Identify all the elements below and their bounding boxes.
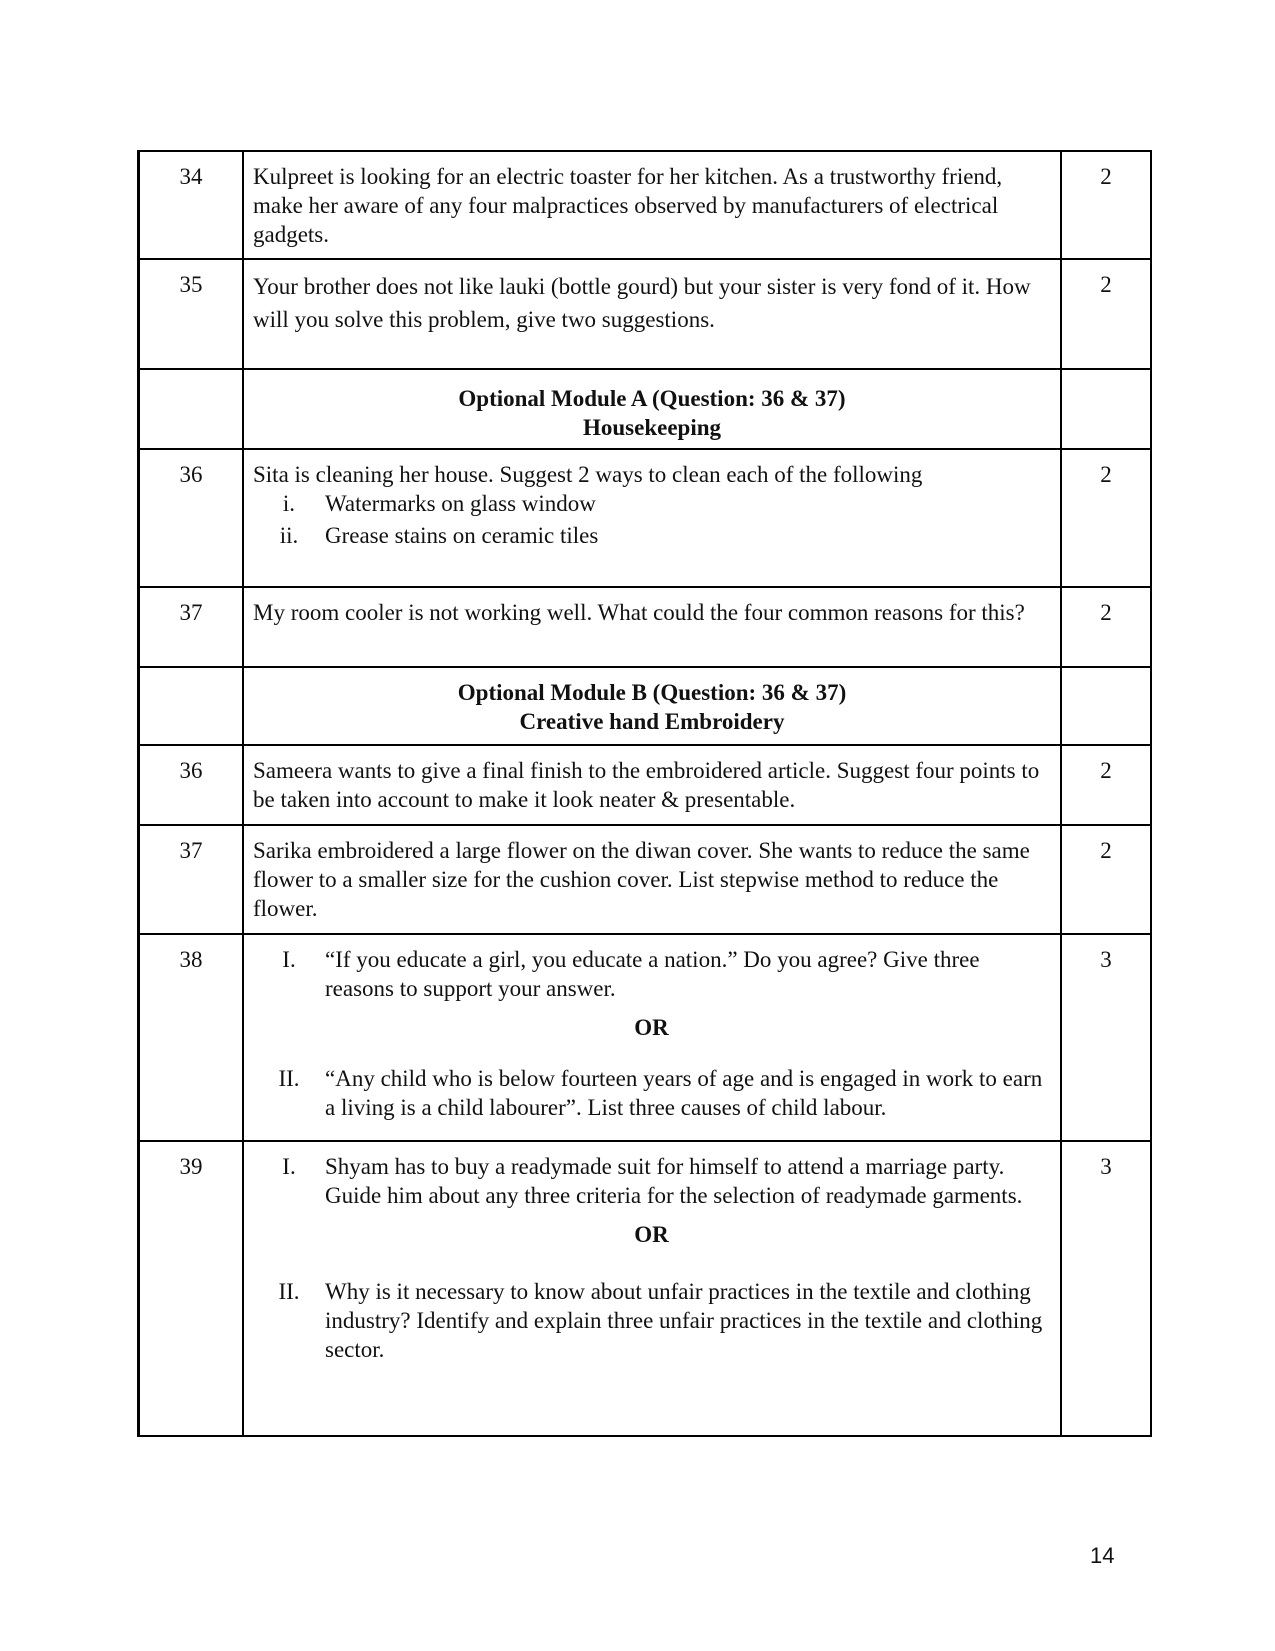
question-marks: 2 xyxy=(1061,825,1151,934)
question-text xyxy=(243,259,1061,369)
option-one xyxy=(253,945,1050,1003)
question-text: Sarika embroidered a large flower on the diwan cover. She wants to reduce the same flower to a smaller size for the cushion cover. List stepwise method to reduce the flower. xyxy=(243,825,1061,934)
sub-item xyxy=(253,489,1050,518)
option-one xyxy=(253,1152,1050,1210)
option-text: Why is it necessary to know about unfair practices in the textile and clothing industry? Identify and explain three unfair practices in the textile and clothing sector. xyxy=(325,1279,1043,1362)
question-marks: 2 xyxy=(1061,745,1151,825)
question-row-b37 xyxy=(139,825,1152,934)
question-row-35 xyxy=(139,259,1152,369)
question-number: 37 xyxy=(139,825,244,934)
module-b-subtitle: Creative hand Embroidery xyxy=(519,709,785,734)
question-marks: 3 xyxy=(1061,934,1151,1141)
question-text xyxy=(243,449,1061,587)
question-row-a36 xyxy=(139,449,1152,587)
empty-cell xyxy=(1061,369,1151,449)
question-marks: 2 xyxy=(1061,259,1151,369)
sub-item-number: ii. xyxy=(279,523,299,548)
question-text: My room cooler is not working well. What could the four common reasons for this? xyxy=(243,587,1061,667)
option-text: “If you educate a girl, you educate a nation.” Do you agree? Give three reasons to support your answer. xyxy=(325,947,980,1001)
option-number: II. xyxy=(278,1066,300,1091)
sub-item-text: Grease stains on ceramic tiles xyxy=(325,523,599,548)
option-two xyxy=(253,1064,1050,1122)
question-row-a37 xyxy=(139,587,1152,667)
empty-cell xyxy=(1061,667,1151,745)
question-number: 36 xyxy=(139,745,244,825)
empty-cell xyxy=(139,667,244,745)
question-number: 34 xyxy=(139,151,244,259)
option-number: I. xyxy=(282,947,296,972)
option-number: I. xyxy=(282,1154,296,1179)
question-text xyxy=(243,934,1061,1141)
option-two xyxy=(253,1277,1050,1364)
question-marks: 3 xyxy=(1061,1141,1151,1436)
question-number: 37 xyxy=(139,587,244,667)
module-b-heading xyxy=(243,667,1061,745)
question-marks: 2 xyxy=(1061,151,1151,259)
module-a-heading xyxy=(243,369,1061,449)
question-number: 35 xyxy=(139,259,244,369)
question-row-34 xyxy=(139,151,1152,259)
sub-item-text: Watermarks on glass window xyxy=(325,491,596,516)
question-marks: 2 xyxy=(1061,449,1151,587)
question-number: 38 xyxy=(139,934,244,1141)
question-number: 39 xyxy=(139,1141,244,1436)
module-b-title: Optional Module B (Question: 36 & 37) xyxy=(457,680,847,705)
option-text: Shyam has to buy a readymade suit for himself to attend a marriage party. Guide him about any three criteria for the selection of readymade garments. xyxy=(325,1154,1023,1208)
question-number: 36 xyxy=(139,449,244,587)
question-text: Kulpreet is looking for an electric toaster for her kitchen. As a trustworthy friend, make her aware of any four malpractices observed by manufacturers of electrical gadgets. xyxy=(243,151,1061,259)
question-text-content: Your brother does not like lauki (bottle gourd) but your sister is very fond of it. How will you solve this problem, give two suggestions. xyxy=(253,274,1031,332)
empty-cell xyxy=(139,369,244,449)
question-text: Sameera wants to give a final finish to the embroidered article. Suggest four points to be taken into account to make it look neater & presentable. xyxy=(243,745,1061,825)
question-row-39 xyxy=(139,1141,1152,1436)
or-separator: OR xyxy=(634,1222,669,1247)
question-row-38 xyxy=(139,934,1152,1141)
module-a-subtitle: Housekeeping xyxy=(582,415,722,440)
module-a-title: Optional Module A (Question: 36 & 37) xyxy=(458,386,846,411)
module-b-header-row xyxy=(139,667,1152,745)
page-number: 14 xyxy=(1090,1543,1115,1568)
sub-item-number: i. xyxy=(282,491,296,516)
questions-table xyxy=(137,150,1152,1437)
or-separator: OR xyxy=(634,1015,669,1040)
question-text xyxy=(243,1141,1061,1436)
option-text: “Any child who is below fourteen years of age and is engaged in work to earn a living is a child labourer”. List three causes of child labour. xyxy=(325,1066,1043,1120)
module-a-header-row xyxy=(139,369,1152,449)
question-marks: 2 xyxy=(1061,587,1151,667)
option-number: II. xyxy=(278,1279,300,1304)
question-stem: Sita is cleaning her house. Suggest 2 ways to clean each of the following xyxy=(253,462,923,487)
sub-item xyxy=(253,521,1050,550)
question-row-b36 xyxy=(139,745,1152,825)
